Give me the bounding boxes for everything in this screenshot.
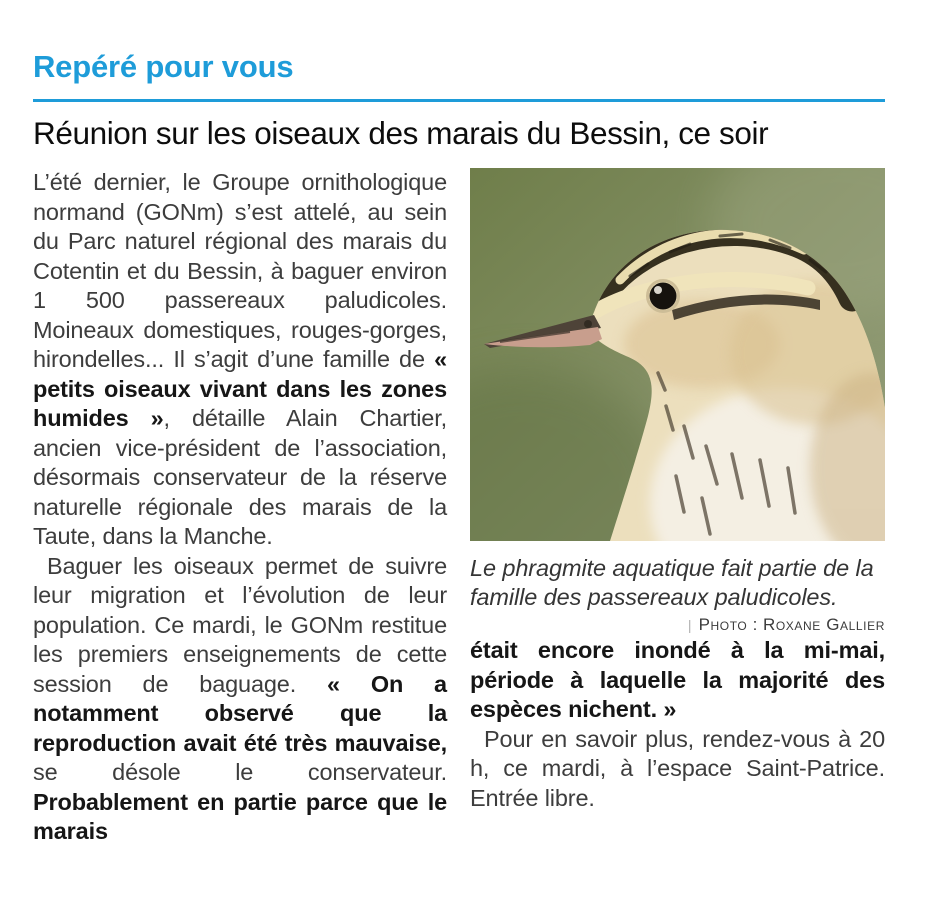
photo-credit [470,614,885,636]
credit-separator: | [687,617,692,633]
rubric-divider [33,99,885,102]
article-column-left [33,168,447,847]
credit-name: Roxane Gallier [763,615,885,634]
article-paragraph-2 [33,552,447,847]
article-paragraph-3: Pour en savoir plus, rendez-vous à 20 h, ce mardi, à l’espace Saint-Patrice. Entrée libre. [470,725,885,811]
body-text: , détaille Alain Chartier, ancien vice-président de l’association, désormais conservateur de la réserve naturelle régionale des marais de la Taute, dans la Manche. [33,405,447,549]
rubric-header: Repéré pour vous [33,49,294,84]
bold-quote-text: « petits oiseaux vivant dans les zones humides » [33,346,447,431]
bold-quote-text: « On a notamment observé que la reproduction avait été très mauvaise, [33,670,447,756]
body-text: L’été dernier, le Groupe ornithologique normand (GONm) s’est attelé, au sein du Parc naturel régional des marais du Cotentin et du Bessin, à baguer environ 1 500 passereaux paludicoles. Moineaux domestiques, rouges-gorges, hirondelles... Il s’agit d’une famille de [33,169,447,372]
photo-caption: Le phragmite aquatique fait partie de la famille des passereaux paludicoles. [470,555,874,610]
article-photo [470,168,885,541]
credit-label: Photo : [698,615,758,634]
body-text: Baguer les oiseaux permet de suivre leur migration et l’évolution de leur population. Ce mardi, le GONm restitue les premiers enseignements de cette session de baguage. [33,552,447,697]
body-text: se désole le conservateur. [33,759,447,785]
article-columns [33,168,885,847]
article-page [33,0,885,847]
article-column-right [470,168,885,847]
article-paragraph-continuation: était encore inondé à la mi-mai, période à laquelle la majorité des espèces nichent. » [470,637,885,722]
bold-quote-text: Probablement en partie parce que le marais [33,788,447,844]
bird-photo-illustration [470,168,885,541]
article-headline: Réunion sur les oiseaux des marais du Bessin, ce soir [33,115,769,151]
article-paragraph-1 [33,168,447,552]
